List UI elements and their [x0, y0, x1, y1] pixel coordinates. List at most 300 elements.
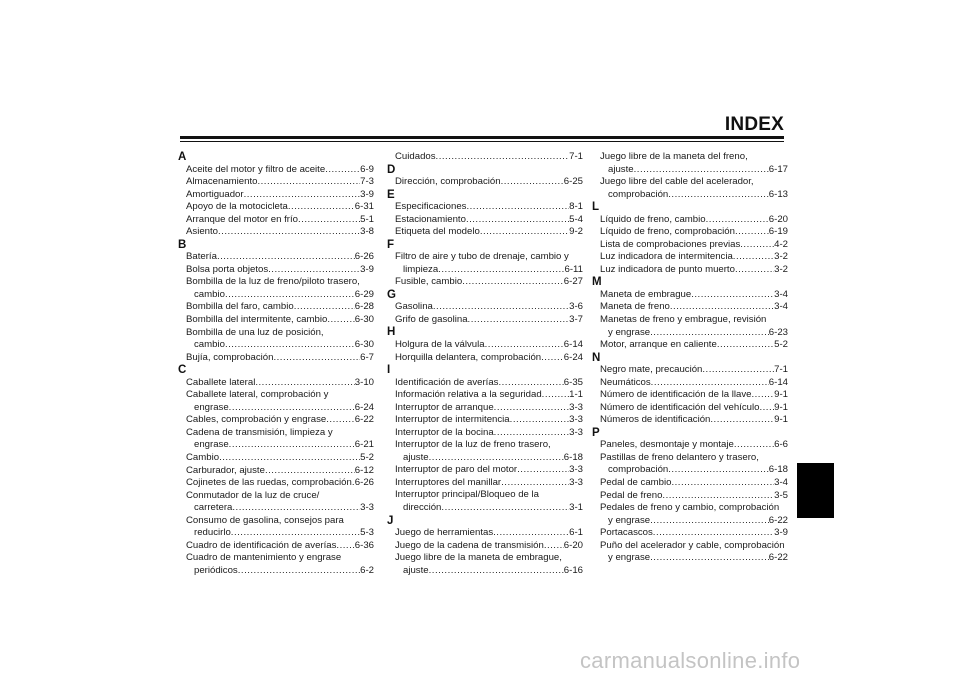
- index-entry: [387, 352, 583, 365]
- index-entry: [178, 226, 374, 239]
- index-entry: [592, 176, 788, 201]
- entry-text: y engrase: [608, 326, 651, 338]
- entry-text: periódicos: [194, 564, 238, 576]
- entry-page: 6-23: [768, 326, 788, 338]
- dot-leader: [650, 552, 769, 565]
- index-entry: [592, 301, 788, 314]
- index-entry: [178, 389, 374, 414]
- entry-page: 3-7: [569, 313, 583, 325]
- index-entry: [178, 465, 374, 478]
- entry-text: Maneta de freno: [600, 301, 670, 313]
- dot-leader: [670, 301, 774, 314]
- dot-leader: [462, 276, 564, 289]
- entry-page: 3-9: [360, 263, 374, 275]
- index-entry: [178, 314, 374, 327]
- dot-leader: [257, 176, 360, 189]
- dot-leader: [517, 464, 569, 477]
- entry-page: 6-21: [354, 439, 374, 451]
- entry-text: Interruptor de la bocina: [395, 426, 494, 438]
- entry-page: 6-11: [564, 263, 583, 275]
- entry-text: Gasolina: [395, 301, 433, 313]
- entry-page: 6-18: [563, 451, 583, 463]
- index-entry: [178, 414, 374, 427]
- entry-page: 6-22: [354, 414, 374, 426]
- entry-text: reducirlo: [194, 527, 231, 539]
- entry-page: 6-17: [768, 163, 788, 175]
- entry-page: 6-29: [354, 288, 374, 300]
- entry-text: Interruptor de la luz de freno trasero,: [395, 439, 551, 451]
- index-entry: [178, 189, 374, 202]
- entry-text: Juego libre de la maneta del freno,: [600, 151, 748, 162]
- entry-text: Interruptor de intermitencia: [395, 414, 510, 426]
- dot-leader: [255, 377, 354, 390]
- entry-page: 3-6: [569, 301, 583, 313]
- header-rule-thin: [180, 141, 784, 142]
- index-entry: [178, 552, 374, 577]
- entry-page: 6-2: [360, 564, 374, 576]
- entry-page: 6-6: [774, 439, 788, 451]
- entry-text: Etiqueta del modelo: [395, 226, 480, 238]
- dot-leader: [634, 164, 769, 177]
- index-entry: [387, 540, 583, 553]
- index-entry: [592, 264, 788, 277]
- entry-page: 5-1: [360, 213, 374, 225]
- entry-text: Luz indicadora de punto muerto: [600, 263, 735, 275]
- section-letter: P: [592, 426, 600, 439]
- entry-page: 6-27: [563, 276, 583, 288]
- index-entry: [592, 226, 788, 239]
- entry-text: Interruptor de paro del motor: [395, 464, 518, 476]
- index-entry: [387, 552, 583, 577]
- dot-leader: [244, 189, 361, 202]
- entry-page: 5-2: [360, 451, 374, 463]
- index-entry: [592, 314, 788, 339]
- entry-page: 7-1: [569, 151, 583, 162]
- dot-leader: [544, 540, 564, 553]
- entry-text: cambio: [194, 339, 225, 351]
- index-entry: [592, 364, 788, 377]
- index-thumb-tab: [797, 463, 834, 518]
- entry-page: 1-1: [569, 389, 583, 401]
- dot-leader: [268, 264, 360, 277]
- entry-page: 6-14: [563, 338, 583, 350]
- index-column-1: [178, 151, 374, 577]
- dot-leader: [494, 402, 569, 415]
- dot-leader: [671, 477, 774, 490]
- index-entry: [387, 251, 583, 276]
- entry-page: 6-14: [768, 376, 788, 388]
- entry-text: comprobación: [608, 188, 669, 200]
- dot-leader: [225, 289, 355, 302]
- entry-text: Pedal de cambio: [600, 477, 672, 489]
- entry-page: 3-8: [360, 226, 374, 238]
- entry-text: Filtro de aire y tubo de drenaje, cambio y: [395, 251, 569, 263]
- index-entry: [592, 214, 788, 227]
- index-entry: [387, 464, 583, 477]
- entry-page: 6-35: [563, 376, 583, 388]
- entry-text: Conmutador de la luz de cruce/: [186, 489, 320, 501]
- entry-page: 3-4: [774, 477, 788, 489]
- entry-text: Portacascos: [600, 527, 653, 539]
- index-entry: [178, 427, 374, 452]
- index-entry: [387, 314, 583, 327]
- index-entry: [178, 164, 374, 177]
- entry-page: 9-1: [774, 401, 788, 413]
- entry-text: Líquido de freno, comprobación: [600, 226, 735, 238]
- index-entry: [592, 251, 788, 264]
- section-letter: M: [592, 276, 602, 289]
- entry-text: Aceite del motor y filtro de aceite: [186, 163, 326, 175]
- dot-leader: [668, 189, 769, 202]
- entry-text: Motor, arranque en caliente: [600, 339, 717, 351]
- entry-text: Batería: [186, 251, 217, 263]
- entry-text: Cuidados: [395, 151, 436, 162]
- entry-page: 6-31: [354, 201, 374, 213]
- entry-text: Números de identificación: [600, 414, 711, 426]
- dot-leader: [498, 377, 563, 390]
- entry-text: Almacenamiento: [186, 176, 258, 188]
- entry-page: 7-3: [360, 176, 374, 188]
- dot-leader: [733, 251, 774, 264]
- index-entry: [592, 452, 788, 477]
- entry-page: 6-19: [768, 226, 788, 238]
- dot-leader: [219, 452, 360, 465]
- entry-text: Puño del acelerador y cable, comprobación: [600, 539, 785, 551]
- entry-text: Número de identificación de la llave: [600, 389, 752, 401]
- index-entry: [592, 527, 788, 540]
- entry-text: limpieza: [403, 263, 439, 275]
- dot-leader: [751, 389, 774, 402]
- entry-page: 3-4: [774, 301, 788, 313]
- index-entry: [178, 540, 374, 553]
- dot-leader: [542, 389, 569, 402]
- entry-text: Holgura de la válvula: [395, 338, 485, 350]
- index-entry: [178, 264, 374, 277]
- entry-page: 3-3: [569, 476, 583, 488]
- dot-leader: [653, 527, 774, 540]
- entry-page: 3-9: [360, 188, 374, 200]
- entry-page: 6-20: [563, 539, 583, 551]
- entry-text: cambio: [194, 288, 225, 300]
- index-entry: [387, 477, 583, 490]
- entry-text: ajuste: [403, 564, 429, 576]
- dot-leader: [225, 339, 355, 352]
- entry-text: Cables, comprobación y engrase: [186, 414, 327, 426]
- dot-leader: [706, 214, 769, 227]
- dot-leader: [441, 502, 569, 515]
- entry-text: Bombilla del faro, cambio: [186, 301, 294, 313]
- section-letter: E: [387, 188, 395, 201]
- dot-leader: [668, 464, 769, 477]
- entry-text: Juego de la cadena de transmisión: [395, 539, 544, 551]
- entry-text: Paneles, desmontaje y montaje: [600, 439, 734, 451]
- entry-text: Pedales de freno y cambio, comprobación: [600, 502, 780, 514]
- dot-leader: [485, 339, 564, 352]
- entry-page: 6-22: [768, 552, 788, 564]
- entry-page: 9-2: [569, 226, 583, 238]
- dot-leader: [229, 402, 355, 415]
- entry-text: dirección: [403, 502, 442, 514]
- dot-leader: [429, 452, 564, 465]
- entry-page: 9-1: [774, 389, 788, 401]
- index-entry: [387, 301, 583, 314]
- entry-text: Luz indicadora de intermitencia: [600, 251, 733, 263]
- entry-page: 6-25: [563, 176, 583, 188]
- index-entry: [178, 452, 374, 465]
- section-letter: H: [387, 326, 396, 339]
- entry-page: 3-2: [774, 251, 788, 263]
- entry-text: Bombilla del intermitente, cambio: [186, 314, 328, 326]
- entry-text: Estacionamiento: [395, 213, 466, 225]
- entry-text: Negro mate, precaución: [600, 364, 703, 376]
- entry-text: Identificación de averías: [395, 376, 499, 388]
- entry-page: 6-9: [360, 163, 374, 175]
- index-entry: [387, 389, 583, 402]
- dot-leader: [433, 301, 569, 314]
- entry-text: Juego libre de la maneta de embrague,: [395, 552, 562, 564]
- index-entry: [178, 490, 374, 515]
- entry-page: 3-1: [569, 502, 583, 514]
- dot-leader: [288, 201, 355, 214]
- entry-page: 5-4: [569, 213, 583, 225]
- dot-leader: [273, 352, 360, 365]
- dot-leader: [710, 414, 774, 427]
- index-entry: [592, 389, 788, 402]
- dot-leader: [501, 477, 569, 490]
- dot-leader: [466, 201, 569, 214]
- entry-page: 3-5: [774, 489, 788, 501]
- dot-leader: [229, 439, 355, 452]
- entry-page: 6-24: [354, 401, 374, 413]
- index-entry: [592, 239, 788, 252]
- header-rule-thick: [180, 136, 784, 139]
- index-entry: [387, 414, 583, 427]
- dot-leader: [493, 527, 569, 540]
- section-letter: I: [387, 364, 391, 377]
- entry-page: 3-3: [569, 464, 583, 476]
- dot-leader: [298, 214, 360, 227]
- entry-text: Especificaciones: [395, 201, 467, 213]
- entry-text: Cadena de transmisión, limpieza y: [186, 426, 333, 438]
- entry-page: 6-36: [354, 539, 374, 551]
- entry-text: y engrase: [608, 514, 651, 526]
- section-letter: F: [387, 238, 395, 251]
- dot-leader: [466, 214, 569, 227]
- entry-text: Horquilla delantera, comprobación: [395, 351, 542, 363]
- entry-text: Apoyo de la motocicleta: [186, 201, 288, 213]
- dot-leader: [336, 540, 354, 553]
- dot-leader: [326, 414, 355, 427]
- entry-page: 9-1: [774, 414, 788, 426]
- entry-page: 3-3: [569, 426, 583, 438]
- index-entry: [387, 226, 583, 239]
- dot-leader: [735, 264, 774, 277]
- entry-text: comprobación: [608, 464, 669, 476]
- entry-text: Juego de herramientas: [395, 527, 494, 539]
- entry-text: Fusible, cambio: [395, 276, 463, 288]
- section-letter: C: [178, 364, 187, 377]
- index-entry: [592, 289, 788, 302]
- section-letter: N: [592, 351, 601, 364]
- index-entry: [178, 201, 374, 214]
- dot-leader: [501, 176, 564, 189]
- entry-page: 3-3: [360, 502, 374, 514]
- entry-text: Caballete lateral: [186, 376, 256, 388]
- index-entry: [387, 439, 583, 464]
- dot-leader: [702, 364, 774, 377]
- dot-leader: [494, 427, 569, 440]
- index-entry: [592, 402, 788, 415]
- index-entry: [178, 352, 374, 365]
- entry-text: Cuadro de mantenimiento y engrase: [186, 552, 342, 564]
- entry-page: 3-3: [569, 414, 583, 426]
- section-letter: J: [387, 514, 394, 527]
- index-entry: [387, 176, 583, 189]
- dot-leader: [734, 439, 774, 452]
- index-entry: [178, 377, 374, 390]
- entry-text: Pastillas de freno delantero y trasero,: [600, 451, 759, 463]
- entry-text: ajuste: [403, 451, 429, 463]
- index-entry: [178, 251, 374, 264]
- entry-page: 6-26: [354, 251, 374, 263]
- dot-leader: [238, 565, 360, 578]
- dot-leader: [231, 527, 360, 540]
- page-title: INDEX: [724, 114, 784, 135]
- dot-leader: [327, 314, 354, 327]
- dot-leader: [265, 465, 355, 478]
- entry-text: Neumáticos: [600, 376, 651, 388]
- watermark: carmanualsonline.info: [580, 648, 801, 673]
- dot-leader: [717, 339, 774, 352]
- section-letter: L: [592, 201, 600, 214]
- index-entry: [387, 151, 583, 164]
- entry-text: Bolsa porta objetos: [186, 263, 269, 275]
- entry-page: 6-12: [354, 464, 374, 476]
- entry-text: Información relativa a la seguridad: [395, 389, 542, 401]
- index-column-2: [387, 151, 583, 577]
- dot-leader: [429, 565, 564, 578]
- entry-text: ajuste: [608, 163, 634, 175]
- dot-leader: [650, 327, 769, 340]
- entry-text: y engrase: [608, 552, 651, 564]
- entry-text: Consumo de gasolina, consejos para: [186, 514, 344, 526]
- entry-page: 6-30: [354, 339, 374, 351]
- entry-text: Interruptor de arranque: [395, 401, 494, 413]
- entry-text: Lista de comprobaciones previas: [600, 238, 741, 250]
- index-entry: [592, 540, 788, 565]
- dot-leader: [232, 502, 360, 515]
- index-entry: [178, 176, 374, 189]
- index-entry: [387, 339, 583, 352]
- index-entry: [387, 527, 583, 540]
- entry-text: Cambio: [186, 451, 220, 463]
- index-entry: [387, 201, 583, 214]
- entry-text: Dirección, comprobación: [395, 176, 501, 188]
- entry-page: 6-30: [354, 314, 374, 326]
- entry-page: 5-2: [774, 339, 788, 351]
- dot-leader: [325, 164, 360, 177]
- entry-text: Caballete lateral, comprobación y: [186, 389, 329, 401]
- entry-page: 3-4: [774, 288, 788, 300]
- entry-text: Bujía, comprobación: [186, 351, 274, 363]
- entry-page: 6-28: [354, 301, 374, 313]
- index-entry: [592, 377, 788, 390]
- index-entry: [178, 327, 374, 352]
- index-entry: [387, 402, 583, 415]
- index-entry: [592, 439, 788, 452]
- dot-leader: [759, 402, 774, 415]
- entry-page: 4-2: [774, 238, 788, 250]
- dot-leader: [740, 239, 774, 252]
- entry-text: engrase: [194, 439, 229, 451]
- entry-page: 6-7: [360, 351, 374, 363]
- dot-leader: [468, 314, 570, 327]
- entry-page: 6-13: [768, 188, 788, 200]
- entry-page: 3-2: [774, 263, 788, 275]
- dot-leader: [691, 289, 774, 302]
- index-entry: [387, 276, 583, 289]
- index-entry: [178, 515, 374, 540]
- entry-text: carretera: [194, 502, 233, 514]
- index-entry: [178, 214, 374, 227]
- dot-leader: [510, 414, 569, 427]
- entry-text: Pedal de freno: [600, 489, 663, 501]
- entry-page: 6-22: [768, 514, 788, 526]
- index-entry: [592, 151, 788, 176]
- section-letter: B: [178, 238, 187, 251]
- entry-page: 6-24: [563, 351, 583, 363]
- entry-page: 3-3: [569, 401, 583, 413]
- entry-page: 8-1: [569, 201, 583, 213]
- entry-text: Asiento: [186, 226, 218, 238]
- index-entry: [592, 502, 788, 527]
- entry-text: Maneta de embrague: [600, 288, 692, 300]
- entry-page: 6-16: [563, 564, 583, 576]
- dot-leader: [651, 377, 769, 390]
- entry-text: Grifo de gasolina: [395, 313, 468, 325]
- entry-text: Bombilla de la luz de freno/piloto trasero,: [186, 276, 360, 288]
- dot-leader: [217, 251, 355, 264]
- entry-page: 6-1: [569, 527, 583, 539]
- index-entry: [387, 214, 583, 227]
- section-letter: A: [178, 151, 187, 163]
- entry-text: Interruptor principal/Bloqueo de la: [395, 489, 539, 501]
- entry-text: Número de identificación del vehículo: [600, 401, 760, 413]
- index-entry: [178, 276, 374, 301]
- dot-leader: [480, 226, 569, 239]
- dot-leader: [294, 301, 355, 314]
- index-entry: [178, 477, 374, 490]
- dot-leader: [436, 151, 570, 164]
- entry-text: Carburador, ajuste: [186, 464, 265, 476]
- index-entry: [387, 489, 583, 514]
- index-entry: [592, 490, 788, 503]
- dot-leader: [541, 352, 564, 365]
- index-entry: [178, 301, 374, 314]
- entry-page: 6-18: [768, 464, 788, 476]
- entry-text: Interruptores del manillar: [395, 476, 502, 488]
- entry-page: 3-10: [354, 376, 374, 388]
- entry-text: Cojinetes de las ruedas, comprobación: [186, 477, 352, 489]
- dot-leader: [650, 515, 769, 528]
- index-entry: [592, 414, 788, 427]
- index-entry: [592, 477, 788, 490]
- entry-text: Manetas de freno y embrague, revisión: [600, 314, 767, 326]
- dot-leader: [438, 264, 564, 277]
- entry-page: 3-9: [774, 527, 788, 539]
- entry-text: Cuadro de identificación de averías: [186, 539, 337, 551]
- entry-text: Juego libre del cable del acelerador,: [600, 176, 754, 188]
